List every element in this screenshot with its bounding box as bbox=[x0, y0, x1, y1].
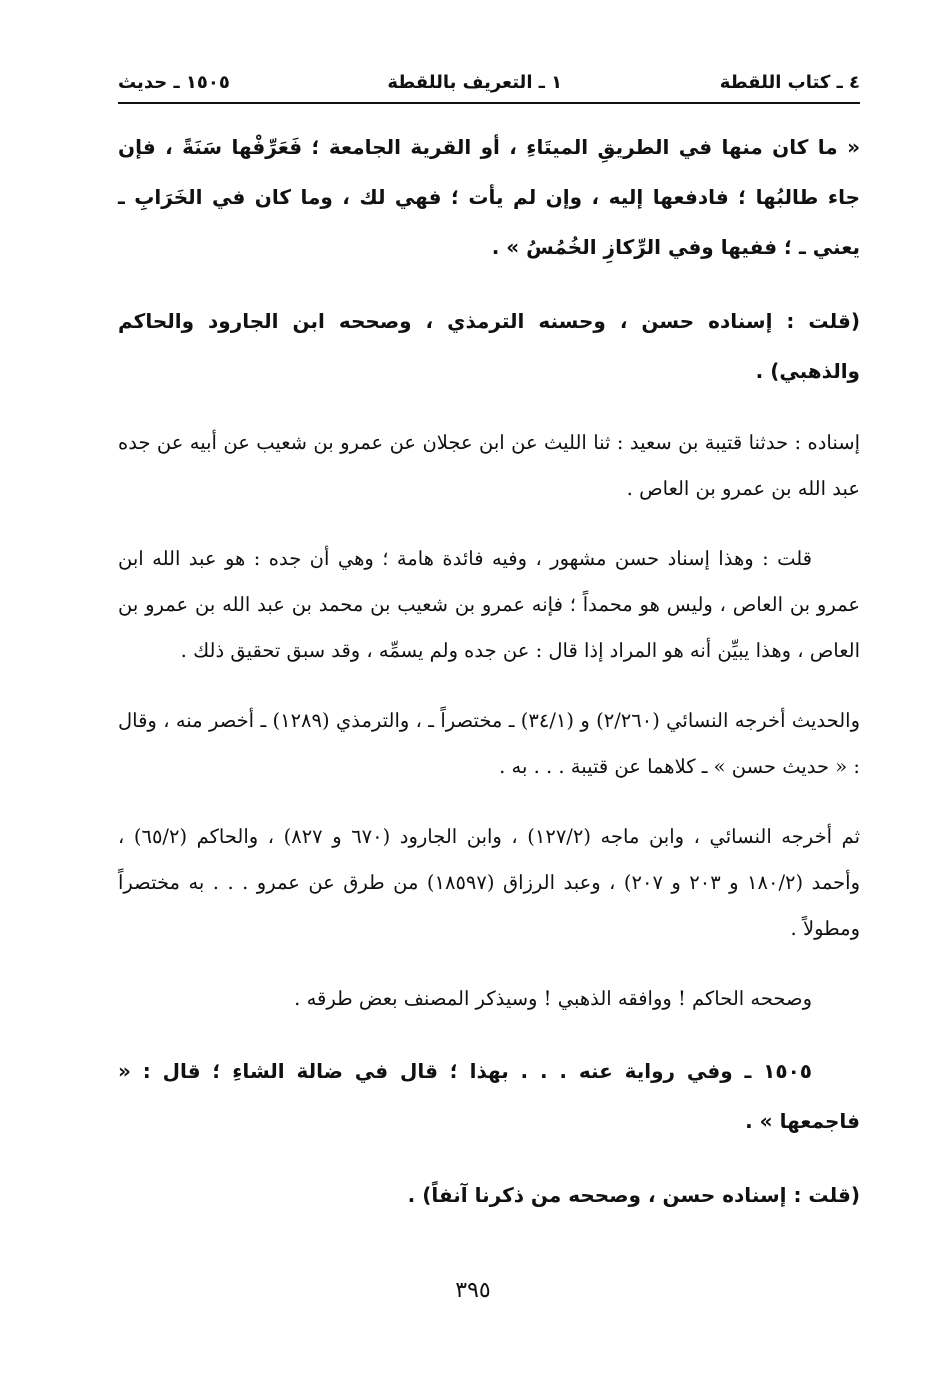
hadith-1505-text: ١٥٠٥ ـ وفي رواية عنه . . . بهذا ؛ قال في ضالة الشاءِ ؛ قال : « فاجمعها » . bbox=[118, 1059, 860, 1133]
takhrij-paragraph: والحديث أخرجه النسائي (٢/٢٦٠) و (٣٤/١) ـ مختصراً ـ ، والترمذي (١٢٨٩) ـ أخصر منه ، وقال : « حديث حسن » ـ كلاهما عن قتيبة . . . به . bbox=[118, 709, 860, 778]
running-header bbox=[118, 62, 860, 104]
grading-note-1505: (قلت : إسناده حسن ، وصححه من ذكرنا آنفاً) . bbox=[407, 1183, 860, 1207]
page-body bbox=[118, 122, 860, 1244]
hadith-text: « ما كان منها في الطريقِ الميتَاءِ ، أو القرية الجامعة ؛ فَعَرِّفْها سَنَةً ، فإن جاء طالبُها ؛ فادفعها إليه ، وإن لم يأت ؛ فهي لك ، وما كان في الخَرَابِ ـ يعني ـ ؛ ففيها وفي الرِّكازِ الخُمُسُ » . bbox=[118, 135, 860, 259]
header-hadith-number: ١٥٠٥ ـ حديث bbox=[118, 71, 230, 93]
commentary-paragraph: قلت : وهذا إسناد حسن مشهور ، وفيه فائدة هامة ؛ وهي أن جده : هو عبد الله ابن عمرو بن العاص ، وليس هو محمداً ؛ فإنه عمرو بن شعيب بن محمد بن عبد الله بن عمرو بن العاص ، وهذا يبيِّن أنه هو المراد إذا قال : عن جده ولم يسمِّه ، وقد سبق تحقيق ذلك . bbox=[118, 547, 860, 662]
page-number: ٣٩٥ bbox=[455, 1278, 491, 1303]
header-section: ١ ـ التعريف باللقطة bbox=[387, 71, 563, 93]
isnad-paragraph: إسناده : حدثنا قتيبة بن سعيد : ثنا الليث عن ابن عجلان عن عمرو بن شعيب عن أبيه عن جده عبد الله بن عمرو بن العاص . bbox=[118, 431, 860, 500]
authentication-paragraph: وصححه الحاكم ! ووافقه الذهبي ! وسيذكر المصنف بعض طرقه . bbox=[294, 987, 812, 1010]
header-chapter: ٤ ـ كتاب اللقطة bbox=[719, 71, 860, 93]
grading-note: (قلت : إسناده حسن ، وحسنه الترمذي ، وصححه ابن الجارود والحاكم والذهبي) . bbox=[118, 309, 860, 383]
takhrij-paragraph-2: ثم أخرجه النسائي ، وابن ماجه (١٢٧/٢) ، وابن الجارود (٦٧٠ و ٨٢٧) ، والحاكم (٦٥/٢) ، وأحمد (١٨٠/٢ و ٢٠٣ و ٢٠٧) ، وعبد الرزاق (١٨٥٩٧) من طرق عن عمرو . . . به مختصراً ومطولاً . bbox=[118, 825, 860, 940]
